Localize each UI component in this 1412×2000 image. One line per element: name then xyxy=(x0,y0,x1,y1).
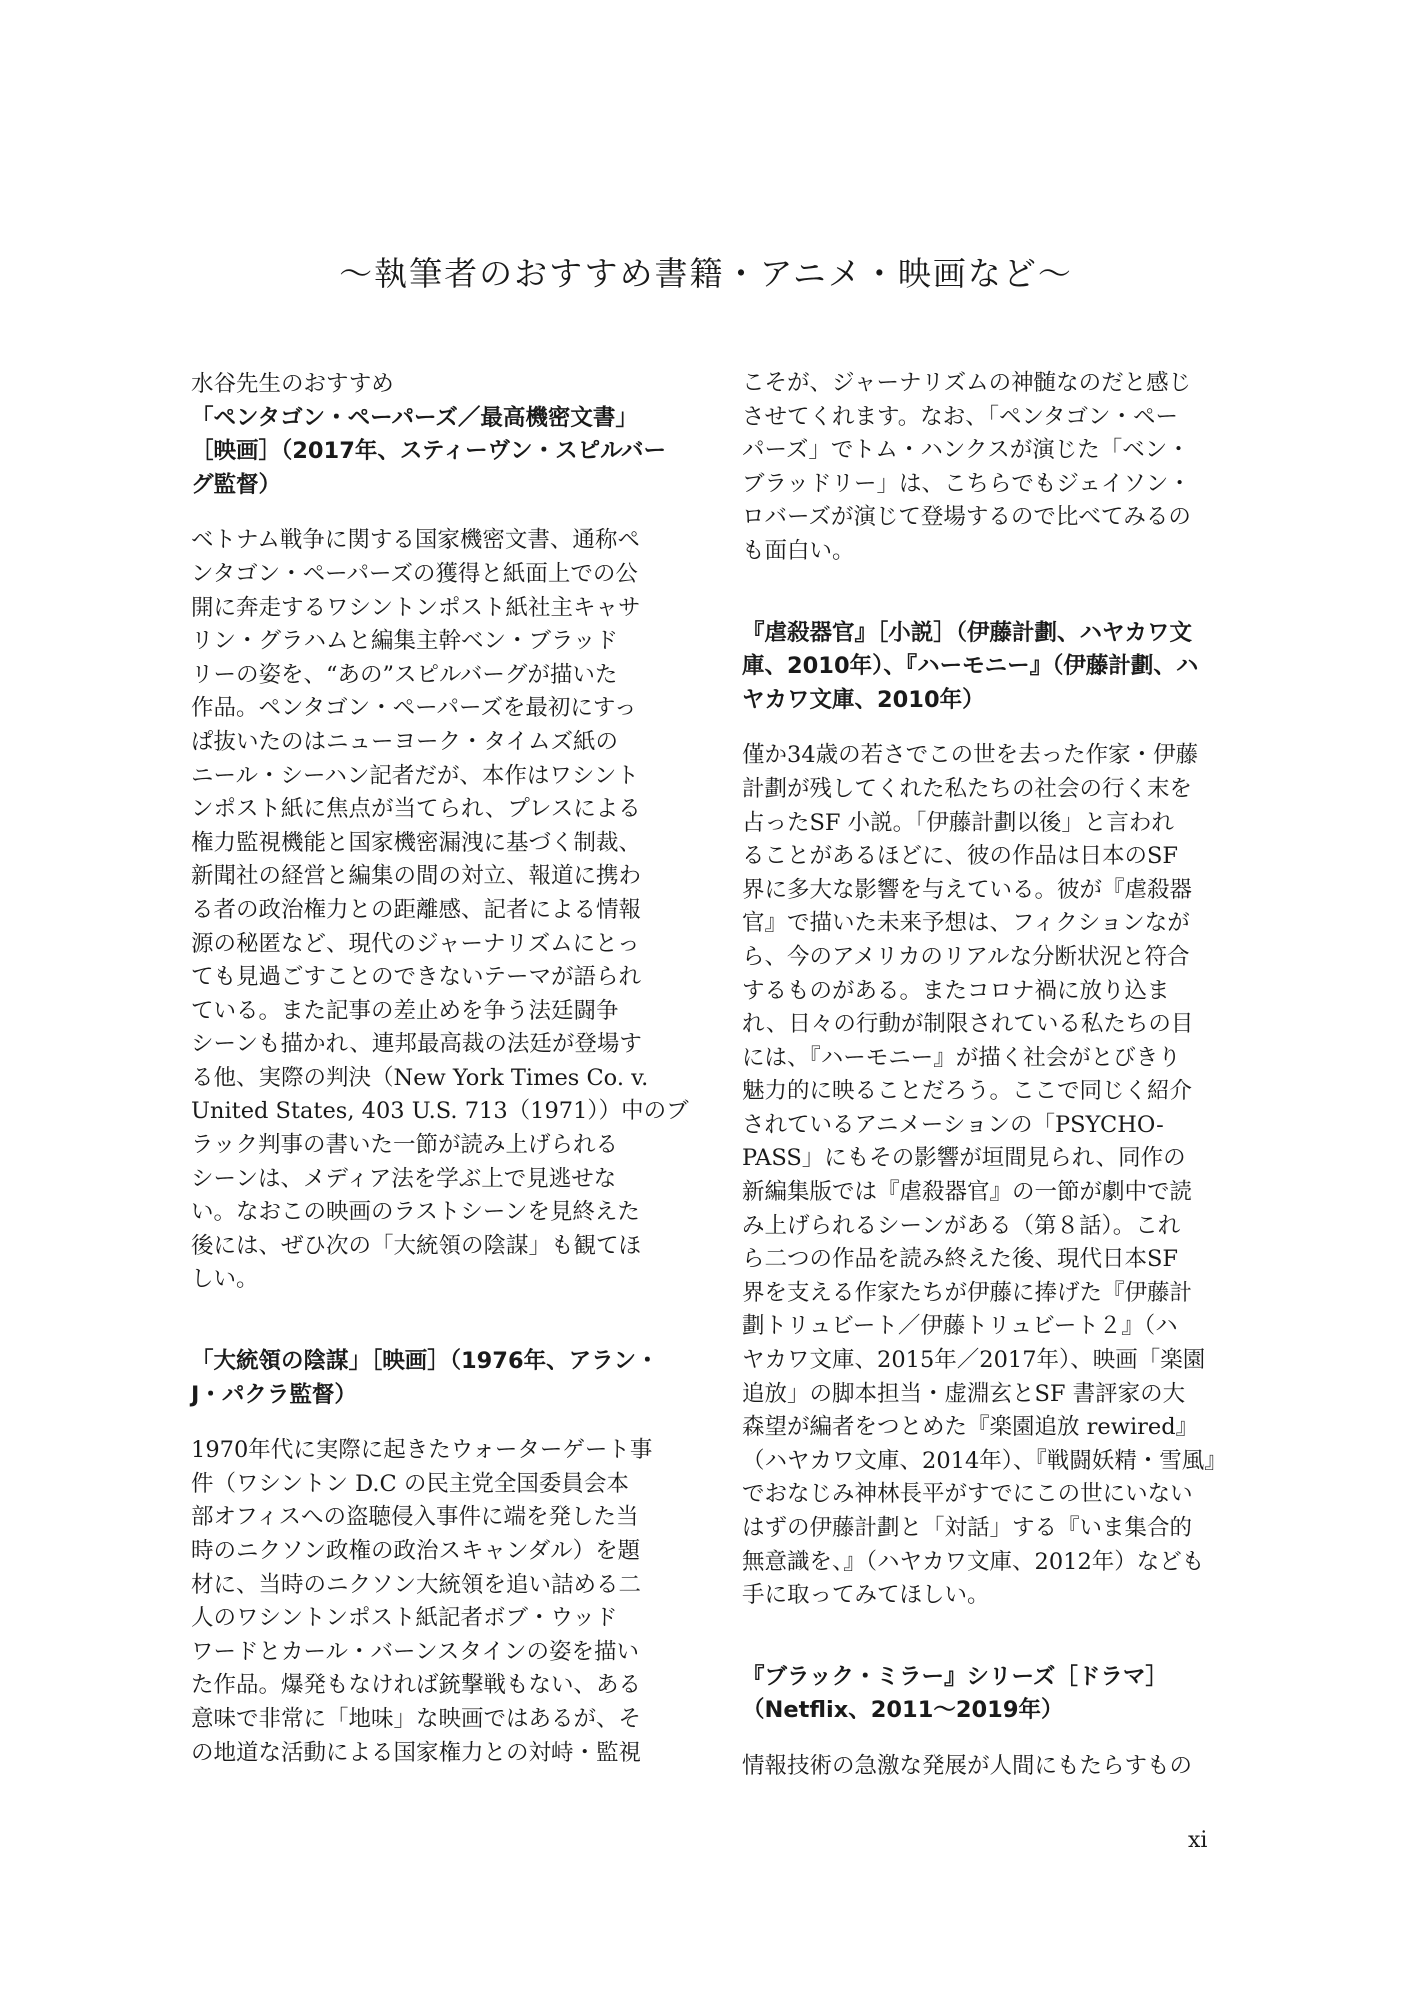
body-line: れ、日々の行動が制限されている私たちの目 xyxy=(742,1011,1194,1038)
continuation-body xyxy=(742,367,1247,569)
genocidal-organ-heading xyxy=(742,617,1247,718)
body-line: するものがある。またコロナ禍に放り込ま xyxy=(742,977,1170,1004)
body-line: 官』で描いた未来予想は、フィクションなが xyxy=(742,910,1190,937)
body-line: （ハヤカワ文庫、2014年）、『戦闘妖精・雪風』 xyxy=(742,1447,1227,1474)
body-line: い。なおこの映画のラストシーンを見終えた xyxy=(191,1199,640,1226)
heading-line: 『虐殺器官』［小説］（伊藤計劃、ハヤカワ文 xyxy=(742,619,1193,646)
body-line: ブラッドリー」は、こちらでもジェイソン・ xyxy=(742,470,1191,497)
body-line: 新聞社の経営と編集の間の対立、報道に携わ xyxy=(191,863,642,890)
body-line: 界を支える作家たちが伊藤に捧げた『伊藤計 xyxy=(742,1279,1193,1306)
body-line: 僅か34歳の若さでこの世を去った作家・伊藤 xyxy=(742,742,1199,769)
body-line: 界に多大な影響を与えている。彼が『虐殺器 xyxy=(742,876,1193,903)
black-mirror-heading xyxy=(742,1661,1247,1728)
genocidal-organ-body xyxy=(742,739,1247,1612)
body-line: リン・グラハムと編集主幹ベン・ブラッド xyxy=(191,628,619,655)
heading-line: 「ペンタゴン・ペーパーズ／最高機密文書」 xyxy=(191,404,638,431)
body-line: 源の秘匿など、現代のジャーナリズムにとっ xyxy=(191,930,640,957)
body-line: 時のニクソン政権の政治スキャンダル）を題 xyxy=(191,1538,641,1564)
body-line: ら二つの作品を読み終えた後、現代日本SF xyxy=(742,1246,1179,1273)
body-line: ることがあるほどに、彼の作品は日本のSF xyxy=(742,843,1179,870)
body-line: シーンも描かれ、連邦最高裁の法廷が登場す xyxy=(191,1031,642,1058)
body-line: 森望が編者をつとめた『楽園追放 rewired』 xyxy=(742,1414,1199,1441)
body-line: 新編集版では『虐殺器官』の一節が劇中で読 xyxy=(742,1179,1193,1206)
body-line: の地道な活動による国家権力との対峙・監視 xyxy=(191,1739,642,1766)
body-line: PASS」にもその影響が垣間見られ、同作の xyxy=(742,1145,1186,1172)
heading-line: グ監督） xyxy=(191,471,282,498)
page-title: 〜執筆者のおすすめ書籍・アニメ・映画など〜 xyxy=(339,254,1073,293)
body-line: 計劃が残してくれた私たちの社会の行く末を xyxy=(742,775,1193,802)
body-line: 情報技術の急激な発展が人間にもたらすもの xyxy=(742,1752,1193,1779)
body-line: 意味で非常に「地味」な映画ではあるが、そ xyxy=(191,1705,642,1732)
heading-line: 庫、2010年）、『ハーモニー』（伊藤計劃、ハ xyxy=(742,653,1199,680)
body-line: 無意識を、』（ハヤカワ文庫、2012年）なども xyxy=(742,1548,1205,1575)
body-line: パーズ」でトム・ハンクスが演じた「ベン・ xyxy=(742,437,1190,464)
pentagon-papers-heading xyxy=(191,402,696,503)
body-line: た作品。爆発もなければ銃撃戦もない、ある xyxy=(191,1672,642,1699)
body-line: こそが、ジャーナリズムの神髄なのだと感じ xyxy=(742,370,1192,396)
heading-line: （Netflix、2011〜2019年） xyxy=(742,1697,1064,1724)
body-line: ぱ抜いたのはニューヨーク・タイムズ紙の xyxy=(191,728,619,755)
body-line: させてくれます。なお、「ペンタゴン・ペー xyxy=(742,403,1179,430)
heading-line: ヤカワ文庫、2010年） xyxy=(742,686,985,713)
body-line: には、『ハーモニー』が描く社会がとびきり xyxy=(742,1044,1181,1071)
body-line: 件（ワシントン D.C の民主党全国委員会本 xyxy=(191,1470,629,1497)
body-line: ンタゴン・ペーパーズの獲得と紙面上での公 xyxy=(191,560,638,587)
heading-line: ［映画］（2017年、スティーヴン・スピルバー xyxy=(191,438,667,465)
body-line: ワードとカール・バーンスタインの姿を描い xyxy=(191,1638,639,1665)
body-line: ンポスト紙に焦点が当てられ、プレスによる xyxy=(191,796,641,823)
body-line: 1970年代に実際に起きたウォーターゲート事 xyxy=(191,1437,653,1464)
all-the-presidents-men-heading xyxy=(191,1345,696,1412)
body-line: 人のワシントンポスト紙記者ボブ・ウッド xyxy=(191,1605,618,1632)
pentagon-papers-body xyxy=(191,524,696,1297)
body-line: 後には、ぜひ次の「大統領の陰謀」も観てほ xyxy=(191,1232,642,1259)
body-line: ても見過ごすことのできないテーマが語られ xyxy=(191,964,642,991)
body-line: 開に奔走するワシントンポスト紙社主キャサ xyxy=(191,594,641,621)
heading-line: 『ブラック・ミラー』シリーズ［ドラマ］ xyxy=(742,1663,1168,1690)
body-line: されているアニメーションの「PSYCHO- xyxy=(742,1111,1164,1138)
body-line: しい。 xyxy=(191,1266,259,1293)
body-line: ニール・シーハン記者だが、本作はワシント xyxy=(191,762,639,789)
body-line: 追放」の脚本担当・虚淵玄とSF 書評家の大 xyxy=(742,1380,1186,1407)
body-line: 部オフィスへの盗聴侵入事件に端を発した当 xyxy=(191,1504,639,1531)
body-line: はずの伊藤計劃と「対話」する『いま集合的 xyxy=(742,1515,1193,1541)
body-line: ヤカワ文庫、2015年／2017年）、映画「楽園 xyxy=(742,1347,1206,1374)
heading-line: J・パクラ監督） xyxy=(191,1381,357,1408)
black-mirror-body xyxy=(742,1750,1247,1784)
body-line: ベトナム戦争に関する国家機密文書、通称ペ xyxy=(191,527,640,554)
body-line: ている。また記事の差止めを争う法廷闘争 xyxy=(191,997,619,1024)
body-line: 占ったSF 小説。「伊藤計劃以後」と言われ xyxy=(742,809,1174,836)
body-line: ラック判事の書いた一節が読み上げられる xyxy=(191,1132,619,1159)
body-line: も面白い。 xyxy=(742,537,855,564)
page-number: xi xyxy=(1188,1828,1208,1853)
body-line: る他、実際の判決（New York Times Co. v. xyxy=(191,1064,649,1091)
body-line: 魅力的に映ることだろう。ここで同じく紹介 xyxy=(742,1078,1193,1105)
body-line: United States, 403 U.S. 713（1971））中のブ xyxy=(191,1098,689,1125)
body-line: み上げられるシーンがある（第８話）。これ xyxy=(742,1212,1181,1239)
body-line: 作品。ペンタゴン・ペーパーズを最初にすっ xyxy=(191,695,637,722)
body-line: リーの姿を、“あの”スピルバーグが描いた xyxy=(191,661,618,688)
body-line: 権力監視機能と国家機密漏洩に基づく制裁、 xyxy=(191,829,642,856)
body-line: ら、今のアメリカのリアルな分断状況と符合 xyxy=(742,943,1190,970)
body-line: 手に取ってみてほしい。 xyxy=(742,1582,990,1609)
body-line: 劃トリュビート／伊藤トリュビート２』（ハ xyxy=(742,1313,1178,1340)
all-the-presidents-men-body xyxy=(191,1434,696,1770)
left-column xyxy=(191,368,696,1770)
heading-line: 「大統領の陰謀」［映画］（1976年、アラン・ xyxy=(191,1348,659,1375)
right-column xyxy=(742,367,1247,1784)
body-line: る者の政治権力との距離感、記者による情報 xyxy=(191,896,642,923)
body-line: 材に、当時のニクソン大統領を追い詰める二 xyxy=(191,1571,642,1598)
body-line: でおなじみ神林長平がすでにこの世にいない xyxy=(742,1481,1193,1508)
body-line: ロバーズが演じて登場するので比べてみるの xyxy=(742,504,1191,531)
body-line: シーンは、メディア法を学ぶ上で見逃せな xyxy=(191,1165,617,1192)
recommender-label: 水谷先生のおすすめ xyxy=(191,371,394,397)
